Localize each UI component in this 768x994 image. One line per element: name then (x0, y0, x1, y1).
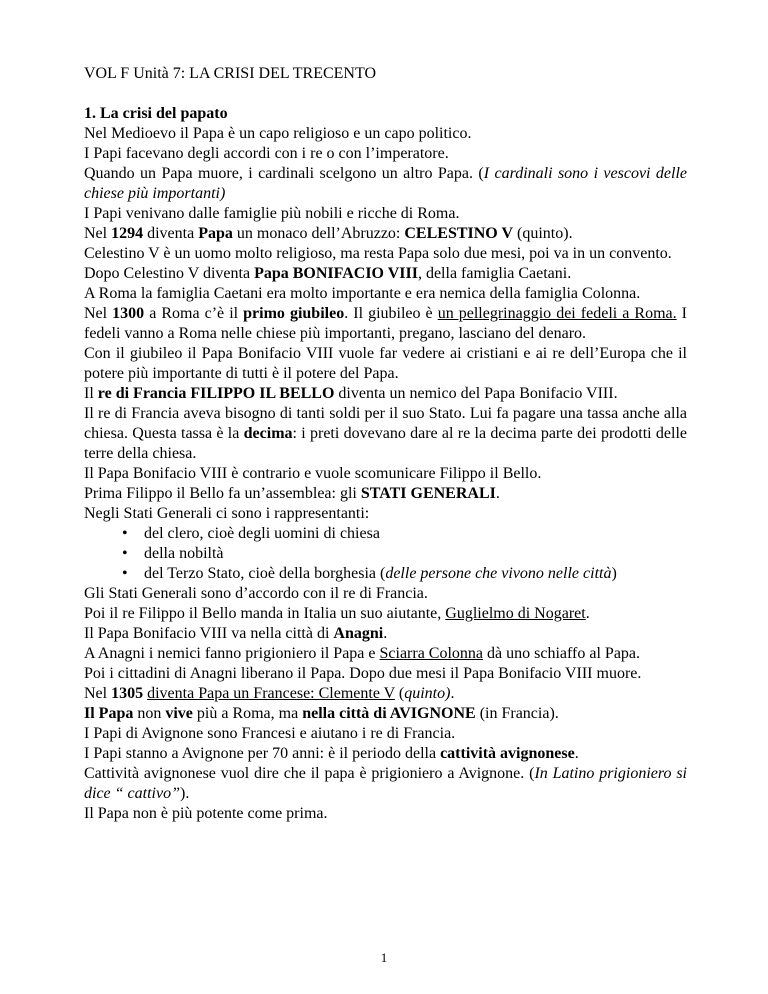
paragraph-line: Celestino V è un uomo molto religioso, ma resta Papa solo due mesi, poi va in un convento. (84, 245, 672, 262)
paragraph-line: A Roma la famiglia Caetani era molto importante e era nemica della famiglia Colonna. (84, 285, 641, 302)
paragraph-line: Con il giubileo il Papa Bonifacio VIII vuole far vedere ai cristiani e ai re dell’Europa che il potere più importante di tutti è il potere del Papa. (84, 345, 687, 382)
list-item: • del clero, cioè degli uomini di chiesa (84, 524, 687, 544)
list-item: • del Terzo Stato, cioè della borghesia (delle persone che vivono nelle città) (84, 564, 687, 584)
blank-line (84, 84, 687, 104)
bullet-list (84, 524, 687, 584)
paragraph-line: Negli Stati Generali ci sono i rappresentanti: (84, 505, 370, 522)
page-number: 1 (380, 950, 388, 965)
paragraph-line: Nel 1305 diventa Papa un Francese: Clemente V (quinto). (84, 685, 455, 702)
paragraph-line: I Papi stanno a Avignone per 70 anni: è il periodo della cattività avignonese. (84, 745, 579, 762)
paragraph-line: Prima Filippo il Bello fa un’assemblea: gli STATI GENERALI. (84, 485, 500, 502)
paragraph-line: Nel 1300 a Roma c’è il primo giubileo. Il giubileo è un pellegrinaggio dei fedeli a Roma. I fedeli vanno a Roma nelle chiese più importanti, pregano, lasciano del denaro. (84, 305, 688, 342)
paragraph-line: Il re di Francia aveva bisogno di tanti soldi per il suo Stato. Lui fa pagare una tassa anche alla chiesa. Questa tassa è la decima: i preti dovevano dare al re la decima parte dei prodotti delle terre della chiesa. (84, 405, 688, 462)
paragraph-line: I Papi venivano dalle famiglie più nobili e ricche di Roma. (84, 205, 460, 222)
paragraph-line: Poi il re Filippo il Bello manda in Italia un suo aiutante, Guglielmo di Nogaret. (84, 605, 590, 622)
paragraph-line: Nel Medioevo il Papa è un capo religioso e un capo politico. (84, 125, 472, 142)
paragraph-line: Nel 1294 diventa Papa un monaco dell’Abruzzo: CELESTINO V (quinto). (84, 225, 573, 242)
paragraph-line: Il Papa non vive più a Roma, ma nella città di AVIGNONE (in Francia). (84, 705, 559, 722)
paragraph-line: Gli Stati Generali sono d’accordo con il re di Francia. (84, 585, 428, 602)
section-title: 1. La crisi del papato (84, 105, 228, 122)
paragraph-line: I Papi facevano degli accordi con i re o con l’imperatore. (84, 145, 449, 162)
paragraph-line: Poi i cittadini di Anagni liberano il Papa. Dopo due mesi il Papa Bonifacio VIII muore. (84, 665, 642, 682)
paragraph-line: Il Papa Bonifacio VIII va nella città di Anagni. (84, 625, 388, 642)
paragraph-line: I Papi di Avignone sono Francesi e aiutano i re di Francia. (84, 725, 456, 742)
paragraph-line: Cattività avignonese vuol dire che il papa è prigioniero a Avignone. (In Latino prigioniero si dice “ cattivo”). (84, 765, 687, 802)
paragraph-line: Il Papa non è più potente come prima. (84, 805, 328, 822)
paragraph-line: Il re di Francia FILIPPO IL BELLO diventa un nemico del Papa Bonifacio VIII. (84, 385, 618, 402)
document-heading: VOL F Unità 7: LA CRISI DEL TRECENTO (84, 65, 376, 82)
paragraph-line: Quando un Papa muore, i cardinali scelgono un altro Papa. (I cardinali sono i vescovi delle chiese più importanti) (84, 165, 688, 202)
paragraph-line: Il Papa Bonifacio VIII è contrario e vuole scomunicare Filippo il Bello. (84, 465, 542, 482)
paragraph-line: A Anagni i nemici fanno prigioniero il Papa e Sciarra Colonna dà uno schiaffo al Papa. (84, 645, 641, 662)
document-body (84, 64, 687, 824)
paragraph-line: Dopo Celestino V diventa Papa BONIFACIO VIII, della famiglia Caetani. (84, 265, 572, 282)
list-item: • della nobiltà (84, 544, 687, 564)
